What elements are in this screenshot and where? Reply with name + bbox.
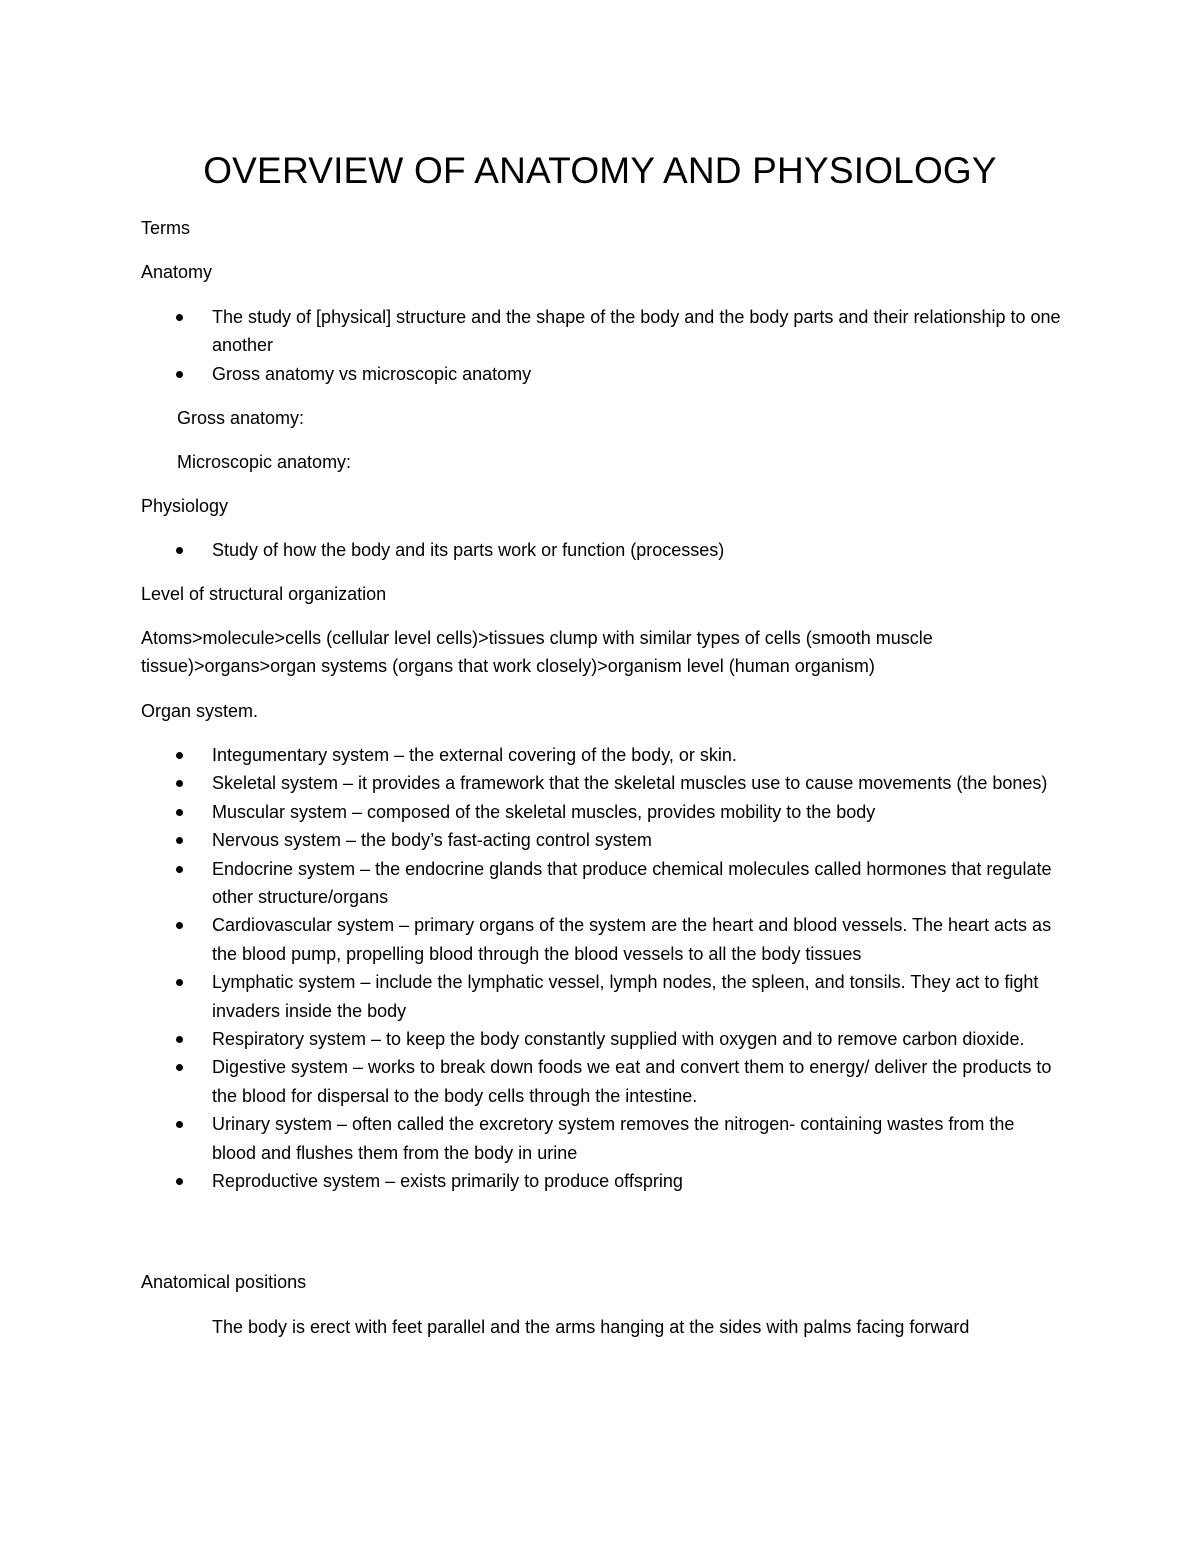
list-item: Muscular system – composed of the skeletal muscles, provides mobility to the body [170,798,1062,826]
list-item: Study of how the body and its parts work or function (processes) [170,536,1062,564]
bullet-icon [176,866,183,873]
organ-system-heading: Organ system. [141,701,259,721]
bullet-icon [176,922,183,929]
physiology-heading: Physiology [141,496,229,516]
list-item: The study of [physical] structure and the shape of the body and the body parts and their relationship to one another [170,303,1062,360]
document-title: OVERVIEW OF ANATOMY AND PHYSIOLOGY [203,150,997,191]
bullet-icon [176,314,183,321]
list-item: Reproductive system – exists primarily to produce offspring [170,1167,1062,1195]
bullet-icon [176,547,183,554]
bullet-icon [176,752,183,759]
bullet-icon [176,371,183,378]
physiology-bullet-list [170,536,1062,564]
levels-heading: Level of structural organization [141,584,387,604]
anatomical-positions-heading: Anatomical positions [141,1272,307,1292]
list-item: Endocrine system – the endocrine glands that produce chemical molecules called hormones that regulate other structure/organs [170,855,1062,912]
bullet-icon [176,837,183,844]
list-item: Gross anatomy vs microscopic anatomy [170,360,1062,388]
bullet-icon [176,1064,183,1071]
list-item: Nervous system – the body’s fast-acting control system [170,826,1062,854]
list-item: Urinary system – often called the excretory system removes the nitrogen- containing wastes from the blood and flushes them from the body in urine [170,1110,1062,1167]
bullet-icon [176,809,183,816]
organ-system-bullet-list [170,741,1062,1196]
anatomical-positions-text: The body is erect with feet parallel and the arms hanging at the sides with palms facing forward [212,1317,970,1337]
terms-heading: Terms [141,218,190,238]
gross-anatomy-label: Gross anatomy: [177,408,305,428]
bullet-icon [176,1036,183,1043]
bullet-icon [176,1178,183,1185]
microscopic-anatomy-label: Microscopic anatomy: [177,452,352,472]
bullet-icon [176,1121,183,1128]
list-item: Digestive system – works to break down foods we eat and convert them to energy/ deliver the products to the blood for dispersal to the body cells through the intestine. [170,1053,1062,1110]
anatomy-heading: Anatomy [141,262,213,282]
list-item: Cardiovascular system – primary organs of the system are the heart and blood vessels. The heart acts as the blood pump, propelling blood through the blood vessels to all the body tissues [170,911,1062,968]
levels-text: Atoms>molecule>cells (cellular level cells)>tissues clump with similar types of cells (smooth muscle tissue)>organs>organ systems (organs that work closely)>organism level (human organism) [141,628,933,677]
anatomy-bullet-list [170,303,1062,388]
list-item: Integumentary system – the external covering of the body, or skin. [170,741,1062,769]
list-item: Respiratory system – to keep the body constantly supplied with oxygen and to remove carbon dioxide. [170,1025,1062,1053]
list-item: Skeletal system – it provides a framework that the skeletal muscles use to cause movements (the bones) [170,769,1062,797]
bullet-icon [176,979,183,986]
bullet-icon [176,780,183,787]
list-item: Lymphatic system – include the lymphatic vessel, lymph nodes, the spleen, and tonsils. They act to fight invaders inside the body [170,968,1062,1025]
